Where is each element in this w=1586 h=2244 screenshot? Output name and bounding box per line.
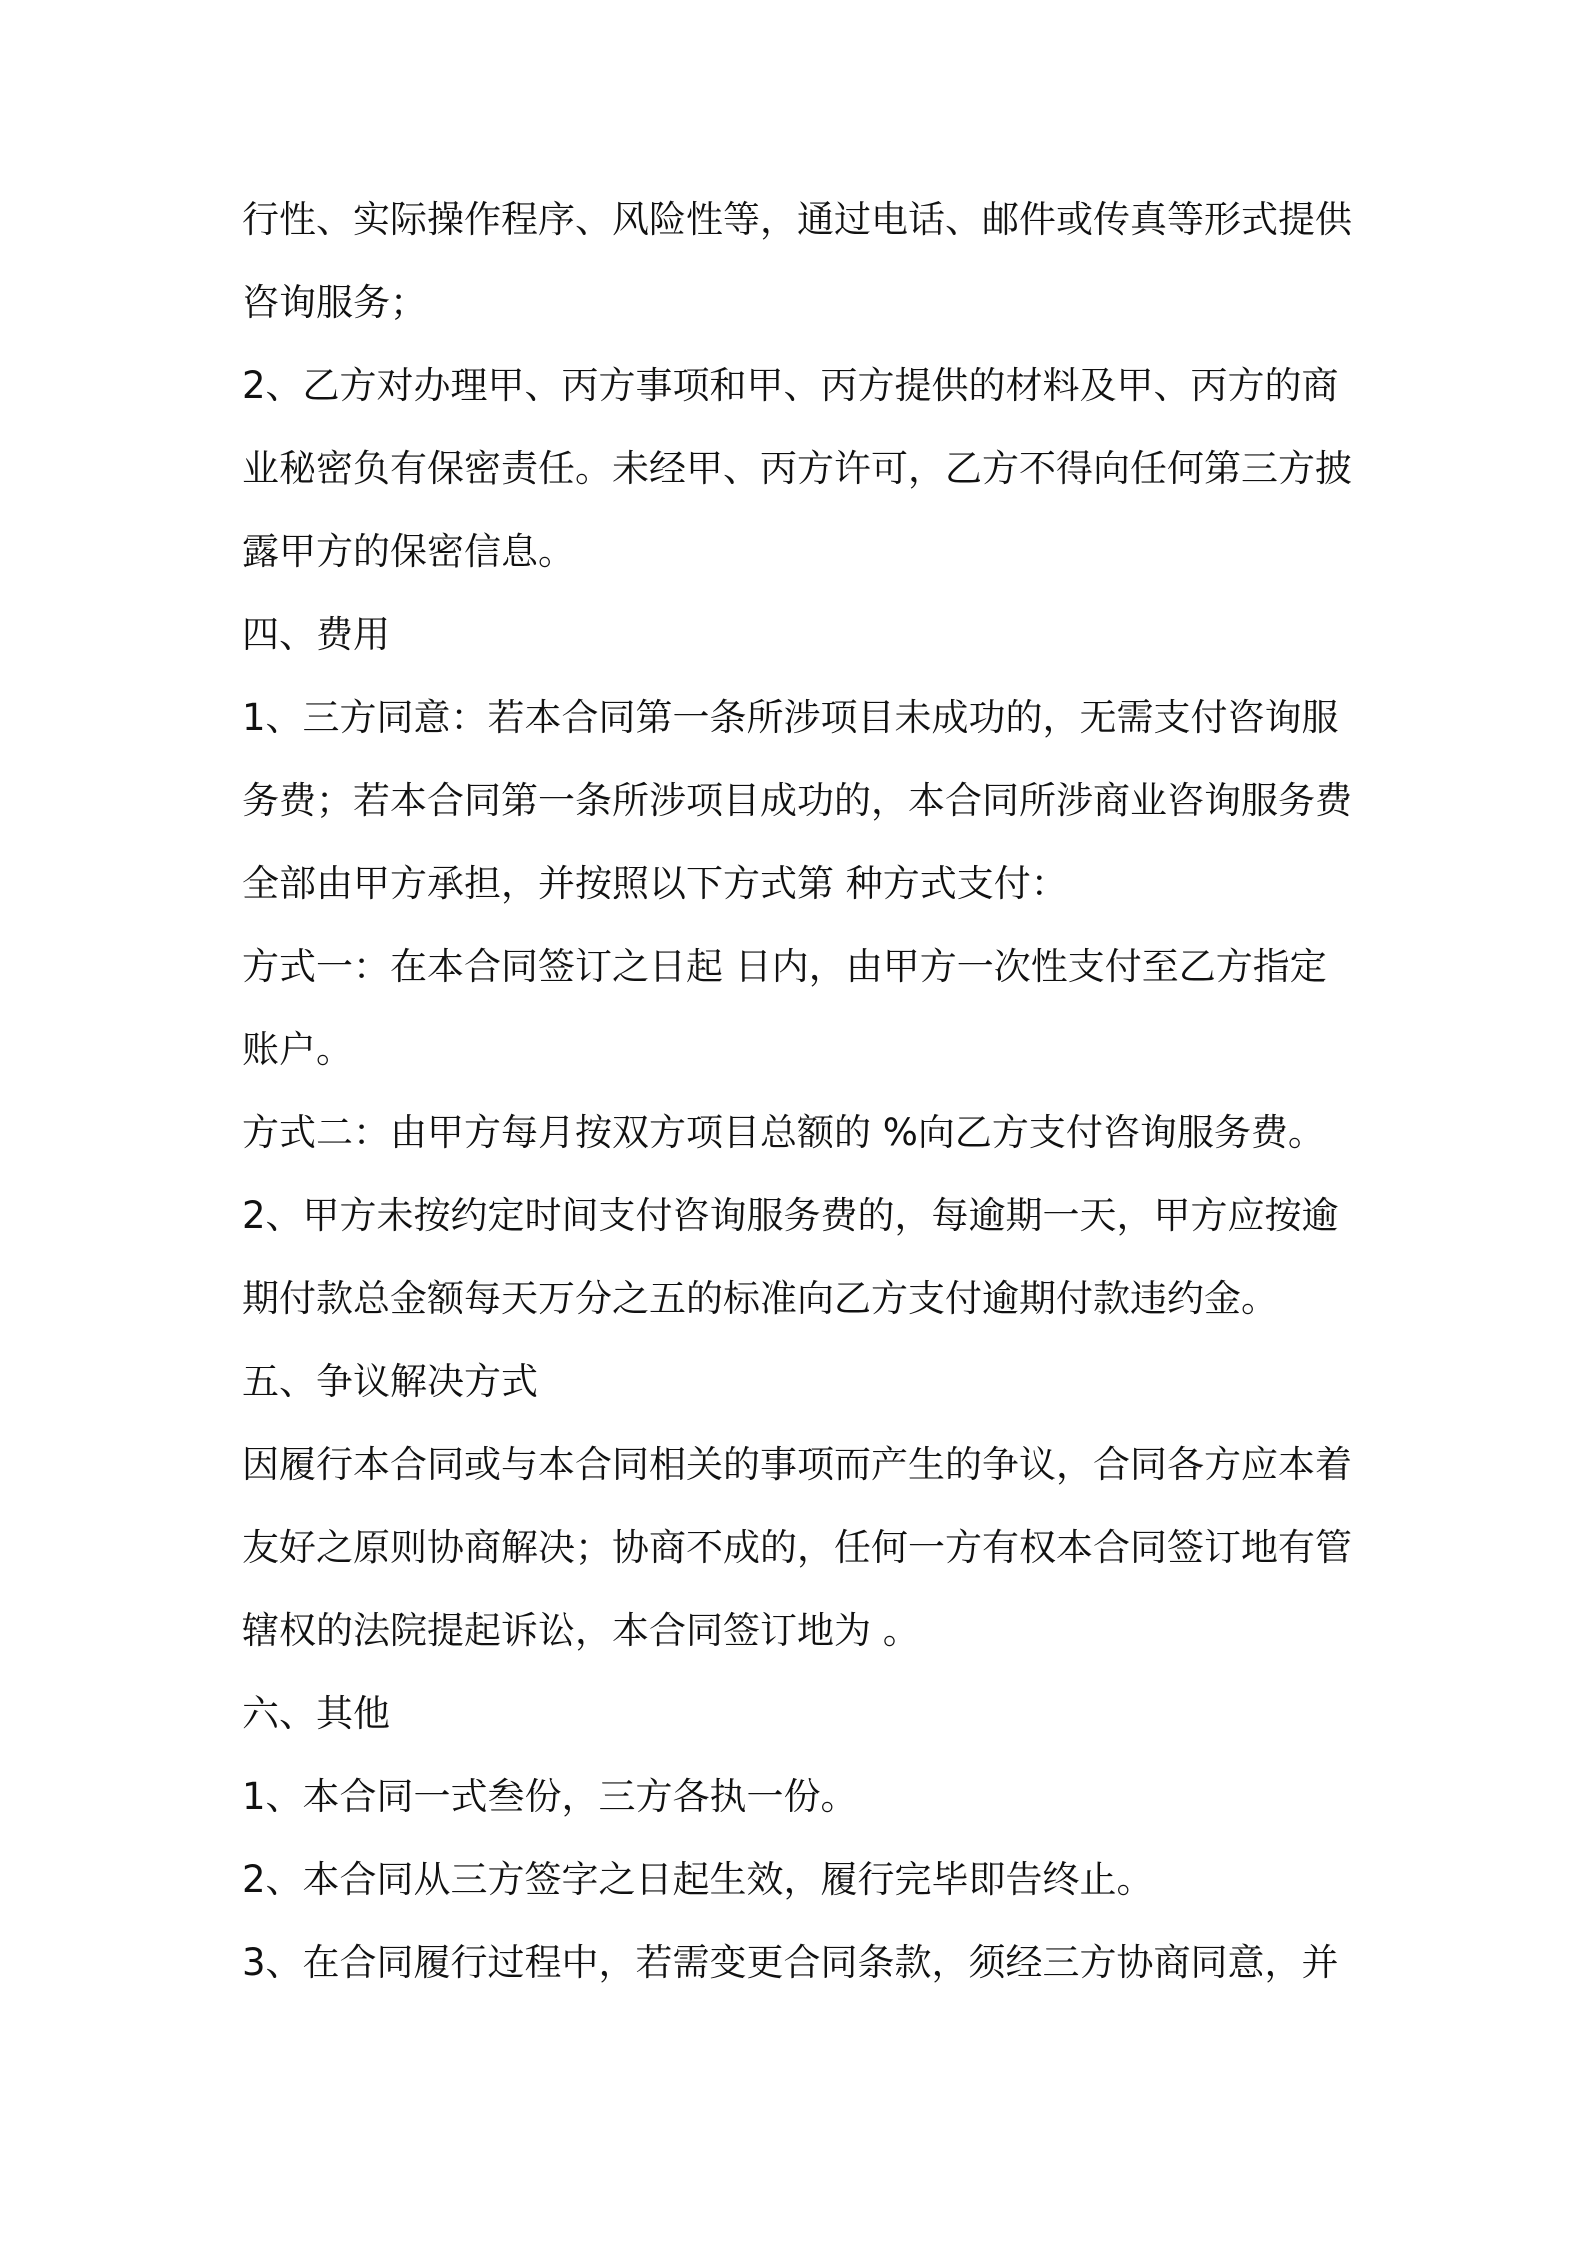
clause-line: 1、本合同一式叁份，三方各执一份。 xyxy=(242,1775,858,1818)
body-line: 账户。 xyxy=(242,1028,353,1071)
body-line: 辖权的法院提起诉讼，本合同签订地为 。 xyxy=(242,1609,920,1652)
payment-method-two: 方式二：由甲方每月按双方项目总额的 %向乙方支付咨询服务费。 xyxy=(242,1111,1325,1154)
clause-line: 3、在合同履行过程中，若需变更合同条款，须经三方协商同意，并 xyxy=(242,1941,1339,1984)
clause-line: 2、乙方对办理甲、丙方事项和甲、丙方提供的材料及甲、丙方的商 xyxy=(242,364,1339,407)
document-body xyxy=(242,200,1360,1983)
body-line: 因履行本合同或与本合同相关的事项而产生的争议，合同各方应本着 xyxy=(242,1443,1352,1486)
body-line: 期付款总金额每天万分之五的标准向乙方支付逾期付款违约金。 xyxy=(242,1277,1278,1320)
body-line: 友好之原则协商解决；协商不成的，任何一方有权本合同签订地有管 xyxy=(242,1526,1352,1569)
body-line: 业秘密负有保密责任。未经甲、丙方许可，乙方不得向任何第三方披 xyxy=(242,447,1352,490)
payment-method-one: 方式一：在本合同签订之日起 日内，由甲方一次性支付至乙方指定 xyxy=(242,945,1327,988)
section-heading-fees: 四、费用 xyxy=(242,613,390,656)
clause-line: 1、三方同意：若本合同第一条所涉项目未成功的，无需支付咨询服 xyxy=(242,696,1339,739)
body-line: 咨询服务； xyxy=(242,281,427,324)
section-heading-other: 六、其他 xyxy=(242,1692,390,1735)
clause-line: 2、本合同从三方签字之日起生效，履行完毕即告终止。 xyxy=(242,1858,1154,1901)
body-line: 露甲方的保密信息。 xyxy=(242,530,575,573)
body-line: 全部由甲方承担，并按照以下方式第 种方式支付： xyxy=(242,862,1068,905)
clause-line: 2、甲方未按约定时间支付咨询服务费的，每逾期一天，甲方应按逾 xyxy=(242,1194,1339,1237)
section-heading-dispute: 五、争议解决方式 xyxy=(242,1360,538,1403)
body-line: 务费；若本合同第一条所涉项目成功的，本合同所涉商业咨询服务费 xyxy=(242,779,1352,822)
body-line: 行性、实际操作程序、风险性等，通过电话、邮件或传真等形式提供 xyxy=(242,198,1352,241)
